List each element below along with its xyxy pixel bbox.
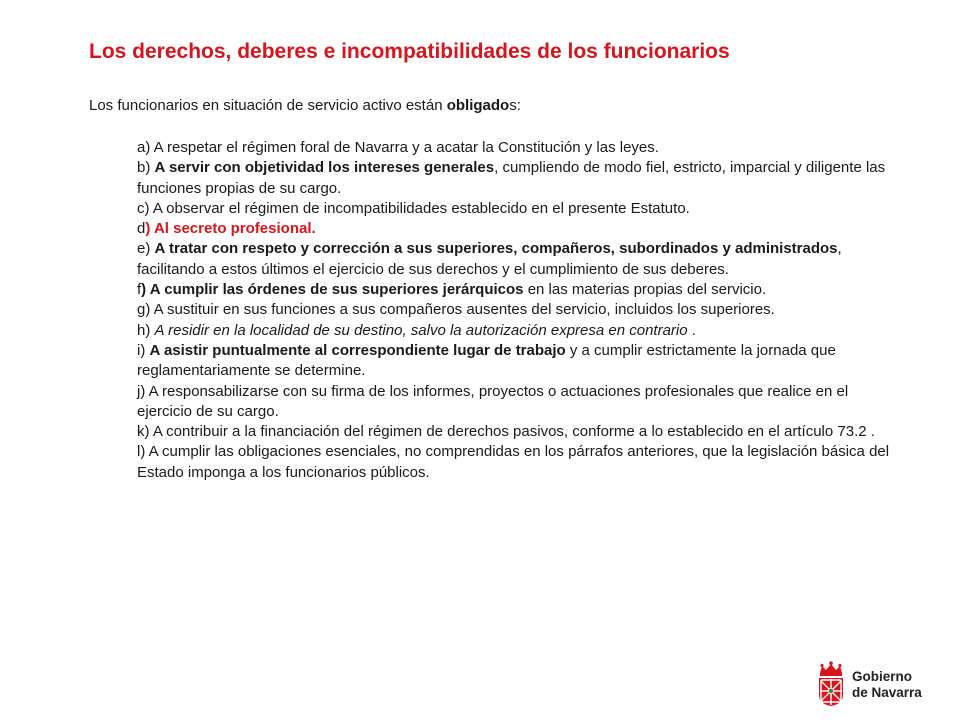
list-item-d	[137, 219, 897, 239]
item-f-rest: en las materias propias del servicio.	[523, 281, 767, 299]
item-b-prefix: b)	[137, 159, 155, 177]
list-item-i	[137, 341, 897, 382]
item-f-prefix: f	[137, 281, 142, 299]
page-title: Los derechos, deberes e incompatibilidades de los funcionarios	[89, 40, 730, 63]
item-i-bold: A asistir puntualmente al correspondiente lugar de trabajo	[149, 341, 566, 359]
intro-text: Los funcionarios en situación de servicio activo están	[89, 97, 447, 114]
obligations-list	[137, 138, 897, 483]
logo-text	[852, 669, 922, 701]
gobierno-de-navarra-logo	[816, 661, 932, 707]
item-e-prefix: e)	[137, 240, 155, 258]
item-e-rest: , facilitando a estos últimos el ejercicio de sus derechos y el cumplimiento de sus deberes.	[137, 240, 842, 278]
intro-bold: obligado	[446, 97, 510, 114]
item-f-bold: ) A cumplir las órdenes de sus superiores jerárquicos	[141, 281, 524, 299]
item-h-italic: A residir en la localidad de su destino, salvo la autorización expresa en contrario	[154, 321, 688, 339]
list-item-j: j) A responsabilizarse con su firma de los informes, proyectos o actuaciones profesionales que realice en el ejercicio de su cargo.	[137, 382, 849, 420]
list-item-g: g) A sustituir en sus funciones a sus compañeros ausentes del servicio, incluidos los superiores.	[137, 301, 775, 319]
item-e-bold: A tratar con respeto y corrección a sus superiores, compañeros, subordinados y administrados	[154, 240, 838, 258]
item-i-rest: y a cumplir estrictamente la jornada que reglamentariamente se determine.	[137, 341, 836, 380]
item-d-prefix: d	[137, 220, 146, 238]
item-h-rest: .	[687, 321, 696, 339]
list-item-e	[137, 239, 897, 280]
list-item-h	[137, 321, 897, 341]
item-h-prefix: h)	[137, 321, 155, 339]
list-item-a: a) A respetar el régimen foral de Navarra y a acatar la Constitución y las leyes.	[137, 139, 659, 156]
logo-line-2: de Navarra	[852, 685, 922, 700]
list-item-b	[137, 158, 897, 199]
item-d-highlight: ) Al secreto profesional.	[145, 220, 316, 238]
logo-line-1: Gobierno	[852, 669, 912, 684]
item-b-rest: , cumpliendo de modo fiel, estricto, imparcial y diligente las funciones propias de su cargo.	[137, 159, 886, 197]
navarra-coat-of-arms-icon	[816, 661, 846, 707]
list-item-k: k) A contribuir a la financiación del régimen de derechos pasivos, conforme a lo establecido en el artículo 73.2 .	[137, 423, 875, 441]
intro-paragraph	[89, 96, 889, 116]
list-item-c: c) A observar el régimen de incompatibilidades establecido en el presente Estatuto.	[137, 199, 690, 217]
list-item-f	[137, 280, 897, 300]
intro-suffix: s:	[509, 97, 521, 114]
list-item-l: l) A cumplir las obligaciones esenciales, no comprendidas en los párrafos anteriores, que la legislación básica del Estado imponga a los funcionarios públicos.	[137, 443, 890, 481]
item-b-bold: A servir con objetividad los intereses generales	[154, 159, 495, 177]
item-i-prefix: i)	[137, 341, 150, 359]
